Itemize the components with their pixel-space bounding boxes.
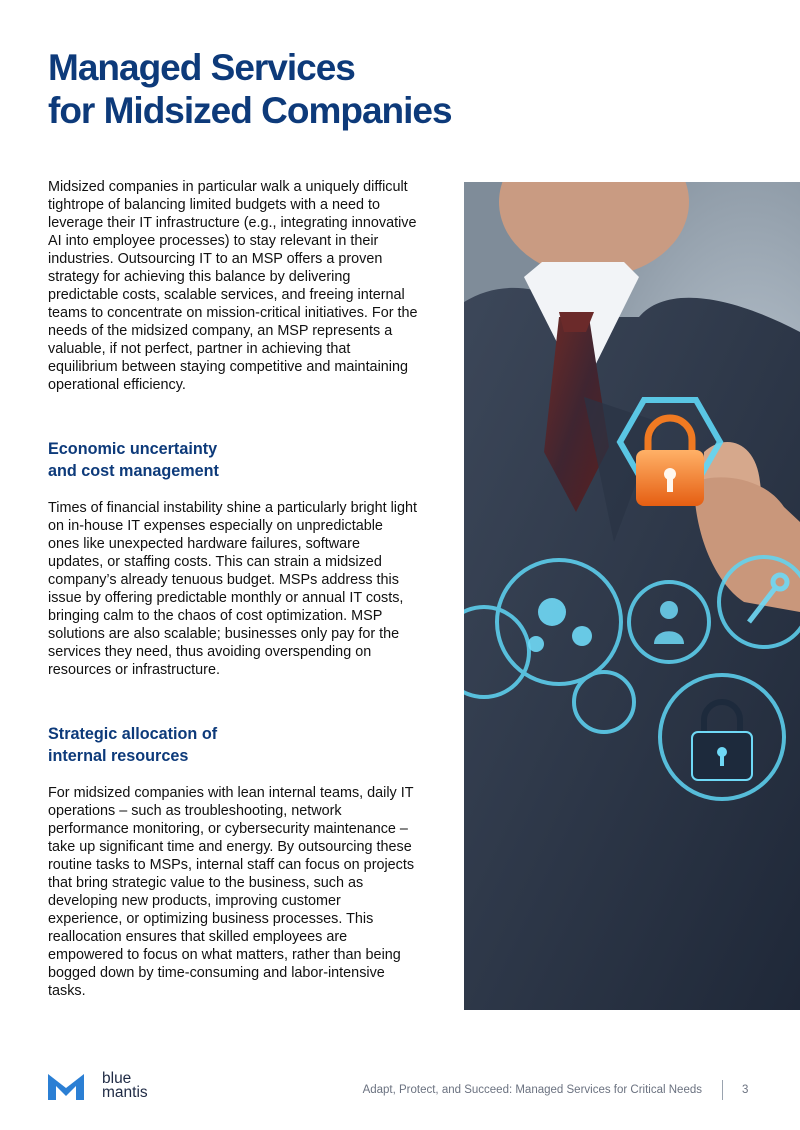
heading-line: internal resources bbox=[48, 747, 189, 765]
page-title-line-2: for Midsized Companies bbox=[48, 90, 452, 131]
text-column bbox=[48, 178, 418, 1000]
page-title bbox=[48, 46, 452, 132]
section-heading-economic bbox=[48, 438, 418, 482]
heading-line: Economic uncertainty bbox=[48, 440, 218, 458]
suit bbox=[464, 288, 800, 1010]
businessman-illustration bbox=[464, 182, 800, 1010]
businessman-photo bbox=[464, 182, 800, 1010]
footer-tagline: Adapt, Protect, and Succeed: Managed Services for Critical Needs bbox=[362, 1084, 702, 1096]
page-title-line-1: Managed Services bbox=[48, 47, 355, 88]
logo-line-1: blue bbox=[102, 1070, 132, 1087]
heading-line: Strategic allocation of bbox=[48, 725, 218, 743]
section-heading-strategic bbox=[48, 723, 418, 767]
section-body-strategic: For midsized companies with lean internal teams, daily IT operations – such as troubleshooting, network performance monitoring, or cybersecurity maintenance – take up significant time and energy. By outsourcing these routine tasks to MSPs, internal staff can focus on projects that bring strategic value to the business, such as developing new products, improving customer experience, or optimizing business processes. This reallocation ensures that skilled employees are empowered to focus on what matters, rather than being bogged down by time-consuming and labor-intensive tasks. bbox=[48, 785, 415, 999]
page-number: 3 bbox=[742, 1084, 749, 1096]
logo-wordmark bbox=[102, 1072, 148, 1100]
footer-divider bbox=[722, 1080, 723, 1100]
heading-line: and cost management bbox=[48, 462, 219, 480]
section-body-economic: Times of financial instability shine a particularly bright light on in-house IT expenses especially on unpredictable ones like unexpected hardware failures, software updates, or staffing costs. This can strain a midsized company’s already tenuous budget. MSPs address this issue by offering predictable monthly or annual IT costs, bringing calm to the chaos of cost optimization. MSP solutions are also scalable; businesses only pay for the services they need, thus avoiding overspending on resources or infrastructure. bbox=[48, 500, 417, 678]
logo-line-2: mantis bbox=[102, 1084, 148, 1101]
intro-paragraph: Midsized companies in particular walk a uniquely difficult tightrope of balancing limited budgets with a need to leverage their IT infrastructure (e.g., integrating innovative AI into employee processes) to stay relevant in their industries. Outsourcing IT to an MSP offers a proven strategy for achieving this balance by delivering predictable costs, scalable services, and freeing internal teams to concentrate on mission-critical initiatives. For the needs of the midsized company, an MSP represents a valuable, if not perfect, partner in achieving that equilibrium between staying competitive and maintaining operational efficiency. bbox=[48, 179, 418, 393]
